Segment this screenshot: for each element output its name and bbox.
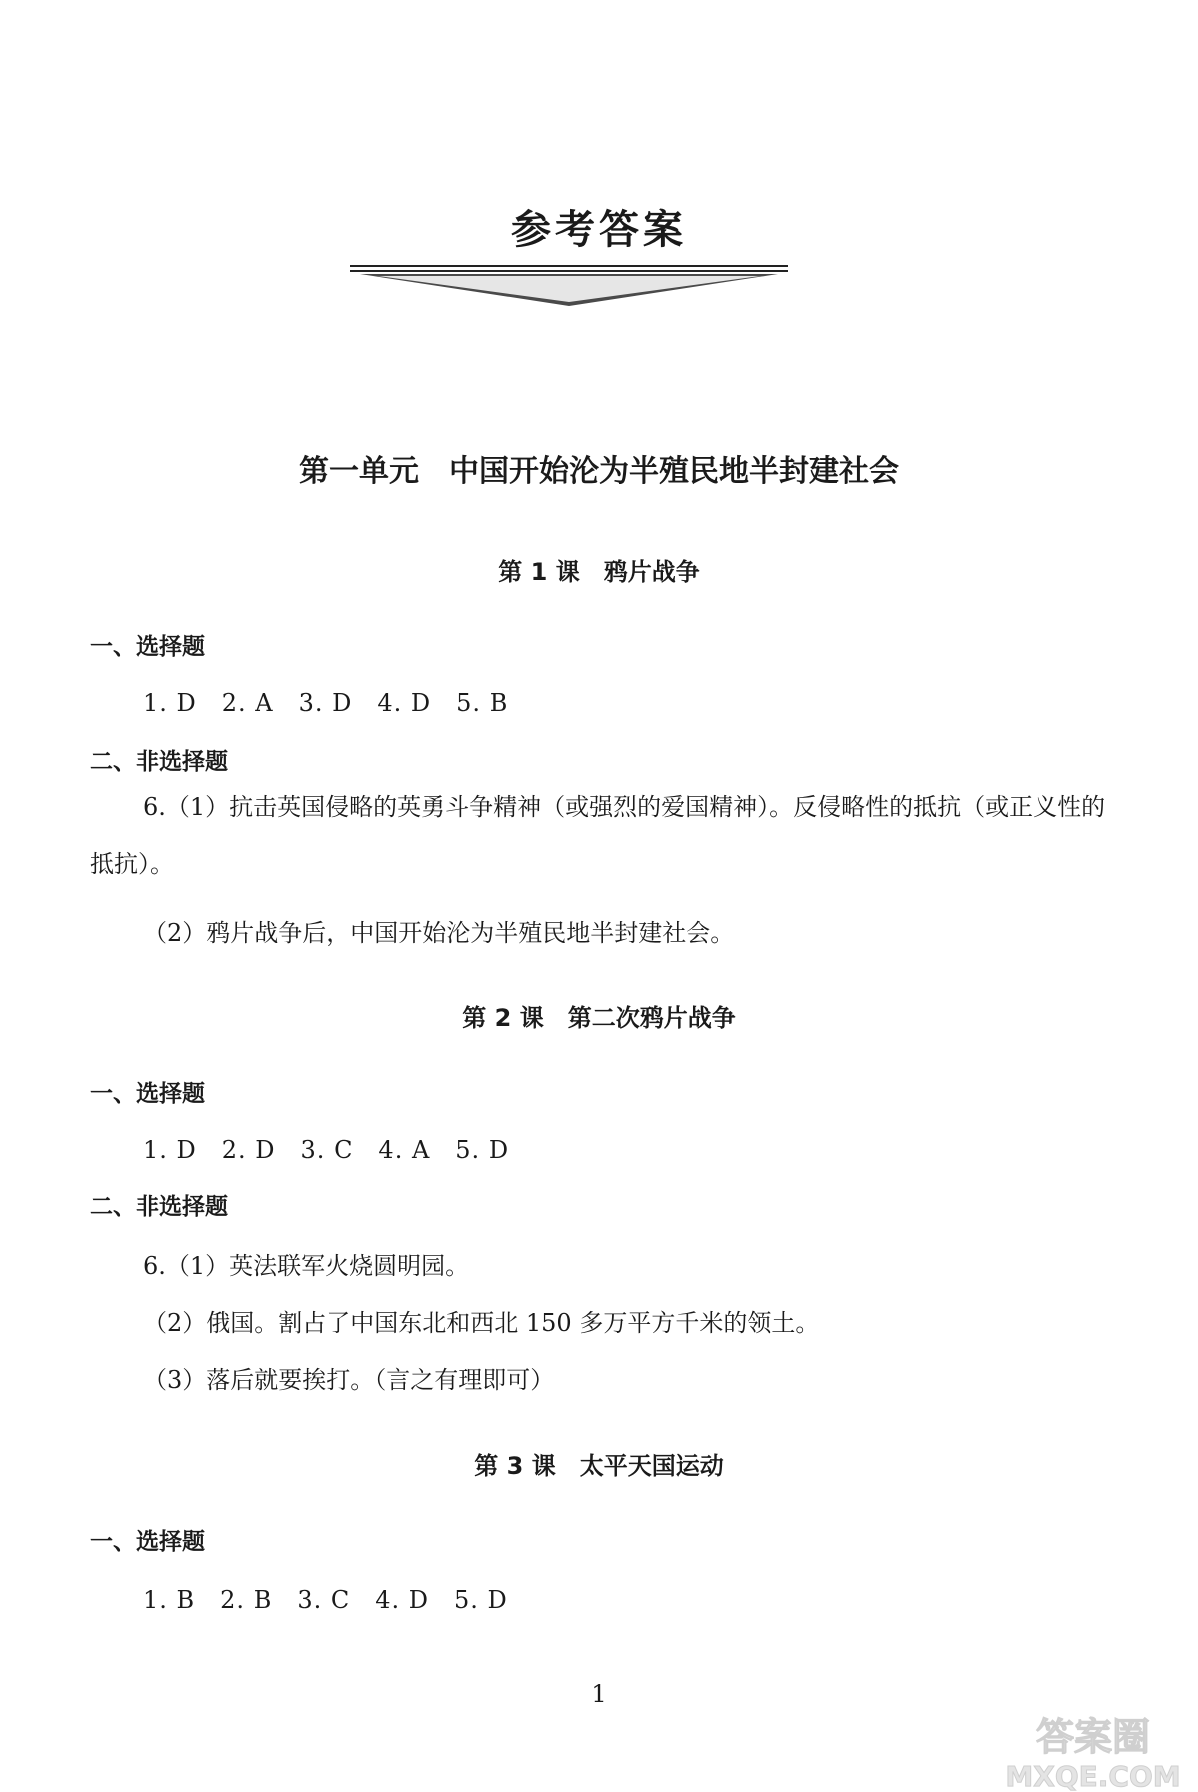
lesson-3-section-choice: 一、选择题: [90, 1529, 205, 1555]
lesson-1-title: 第 1 课 鸦片战争: [498, 558, 700, 586]
lesson-2-section-nonchoice: 二、非选择题: [90, 1194, 228, 1220]
lesson-2-q6-part3: （3）落后就要挨打。（言之有理即可）: [143, 1366, 555, 1394]
lesson-2-choice-answers: 1. D 2. D 3. C 4. A 5. D: [143, 1136, 510, 1164]
lesson-3-choice-answers: 1. B 2. B 3. C 4. D 5. D: [143, 1586, 508, 1614]
lesson-2-q6-part1: 6.（1）英法联军火烧圆明园。: [143, 1252, 470, 1280]
lesson-1-choice-answers: 1. D 2. A 3. D 4. D 5. B: [143, 689, 509, 717]
lesson-1-q6-part2: （2）鸦片战争后，中国开始沦为半殖民地半封建社会。: [143, 919, 735, 947]
title-ornament: [348, 262, 790, 312]
lesson-1-section-nonchoice: 二、非选择题: [90, 749, 228, 775]
lesson-1-q6-part1: 6.（1）抗击英国侵略的英勇斗争精神（或强烈的爱国精神）。反侵略性的抵抗（或正义性的抵抗）。: [90, 793, 1106, 878]
lesson-2-q6-part2: （2）俄国。割占了中国东北和西北 150 多万平方千米的领土。: [143, 1309, 820, 1337]
watermark-logo: [988, 1708, 1198, 1792]
watermark-bottom: MXQE.COM: [1005, 1760, 1181, 1792]
page-number: 1: [591, 1680, 607, 1708]
unit-title: 第一单元 中国开始沦为半殖民地半封建社会: [299, 454, 899, 489]
lesson-1-section-choice: 一、选择题: [90, 634, 205, 660]
page-title: 参考答案: [511, 207, 687, 253]
watermark-top: 答案圈: [1035, 1715, 1151, 1759]
lesson-3-title: 第 3 课 太平天国运动: [474, 1452, 724, 1480]
lesson-2-section-choice: 一、选择题: [90, 1081, 205, 1107]
lesson-2-title: 第 2 课 第二次鸦片战争: [462, 1004, 736, 1032]
